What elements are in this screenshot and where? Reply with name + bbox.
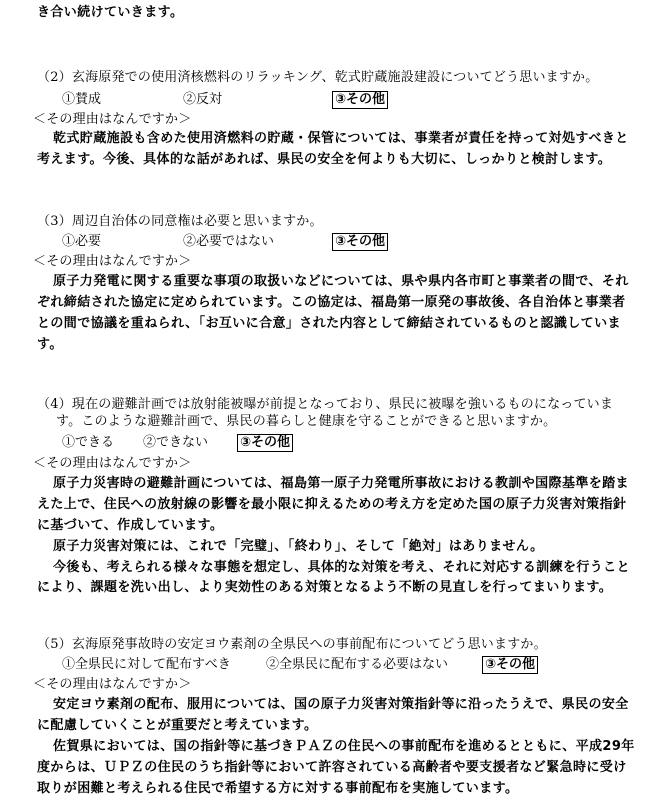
question-4-line: （4）現在の避難計画では放射能被曝が前提となっており、県民に被曝を強いるものになっていま	[37, 397, 614, 412]
q4-reason-prompt: ＜その理由はなんですか＞	[33, 456, 192, 471]
q2-option-2: ②反対	[183, 92, 223, 107]
q5-answer-line: 度からは、ＵＰＺの住民のうち指針等において許容されている高齢者や要支援者など緊急時に受け	[37, 760, 627, 775]
q4-answer-line: えた上で、住民への放射線の影響を最小限に抑えるための考え方を定めた国の原子力災害対策指針	[37, 497, 627, 512]
q2-option-1: ①賛成	[62, 92, 102, 107]
q4-answer-line: に基づいて、作成しています。	[37, 518, 224, 533]
question-4-line: す。このような避難計画で、県民の暮らしと健康を守ることができると思いますか。	[56, 414, 557, 429]
q5-reason-prompt: ＜その理由はなんですか＞	[33, 677, 192, 692]
q5-option-1: ①全県民に対して配布すべき	[62, 657, 231, 672]
q3-option-2: ②必要ではない	[183, 234, 275, 249]
q4-answer-line: により、課題を洗い出し、より実効性のある対策となるよう不断の見直しを行ってまいります。	[37, 580, 613, 595]
q4-option-3-selected: ③その他	[237, 434, 293, 452]
q2-option-3-selected: ③その他	[332, 91, 388, 109]
q4-answer-line: 原子力災害時の避難計画については、福島第一原子力発電所事故における教訓や国際基準を踏ま	[53, 476, 629, 491]
q2-answer-line: 考えます。今後、具体的な話があれば、県民の安全を何よりも大切に、しっかりと検討します。	[37, 152, 612, 167]
question-2: （2）玄海原発での使用済核燃料のリラッキング、乾式貯蔵施設建設についてどう思いますか。	[37, 70, 599, 85]
q4-answer-line: 原子力災害対策には、これで「完璧」、「終わり」、そして「絶対」はありません。	[53, 539, 544, 554]
q4-option-2: ②できない	[143, 435, 209, 450]
q3-option-3-selected: ③その他	[332, 233, 388, 251]
q3-answer-line: ぞれ締結された協定に定められています。この協定は、福島第一原発の事故後、各自治体と事業者	[37, 295, 626, 310]
q5-answer-line: 取りが困難と考えられる住民で希望する方に対する事前配布を実施しています。	[37, 781, 519, 796]
q3-answer-line: との間で協議を重ねられ、「お互いに合意」された内容として締結されているものと認識していま	[37, 316, 621, 331]
q3-option-1: ①必要	[62, 234, 102, 249]
q3-reason-prompt: ＜その理由はなんですか＞	[33, 254, 192, 269]
q5-answer-line: に配慮していくことが重要だと考えています。	[37, 718, 318, 733]
q3-answer-line: す。	[37, 337, 63, 352]
q5-answer-line: 安定ヨウ素剤の配布、服用については、国の原子力災害対策指針等に沿ったうえで、県民の安全	[53, 697, 629, 712]
q2-answer-line: 乾式貯蔵施設も含めた使用済燃料の貯蔵・保管については、事業者が責任を持って対処すべきと	[53, 131, 629, 146]
q5-option-2: ②全県民に配布する必要はない	[266, 657, 449, 672]
continued-text-line: き合い続けていきます。	[37, 5, 184, 20]
q5-option-3-selected: ③その他	[482, 656, 538, 674]
q2-reason-prompt: ＜その理由はなんですか＞	[33, 112, 192, 127]
question-3: （3）周辺自治体の同意権は必要と思いますか。	[37, 214, 323, 229]
q4-option-1: ①できる	[62, 435, 115, 450]
q5-answer-line: 佐賀県においては、国の指針等に基づきＰＡＺの住民への事前配布を進めるとともに、平成29年	[53, 739, 635, 754]
question-5: （5）玄海原発事故時の安定ヨウ素剤の全県民への事前配布についてどう思いますか。	[37, 637, 547, 652]
q3-answer-line: 原子力発電に関する重要な事項の取扱いなどについては、県や県内各市町と事業者の間で、それ	[53, 274, 629, 289]
q4-answer-line: 今後も、考えられる様々な事態を想定し、具体的な対策を考え、それに対応する訓練を行うこと	[53, 560, 630, 575]
